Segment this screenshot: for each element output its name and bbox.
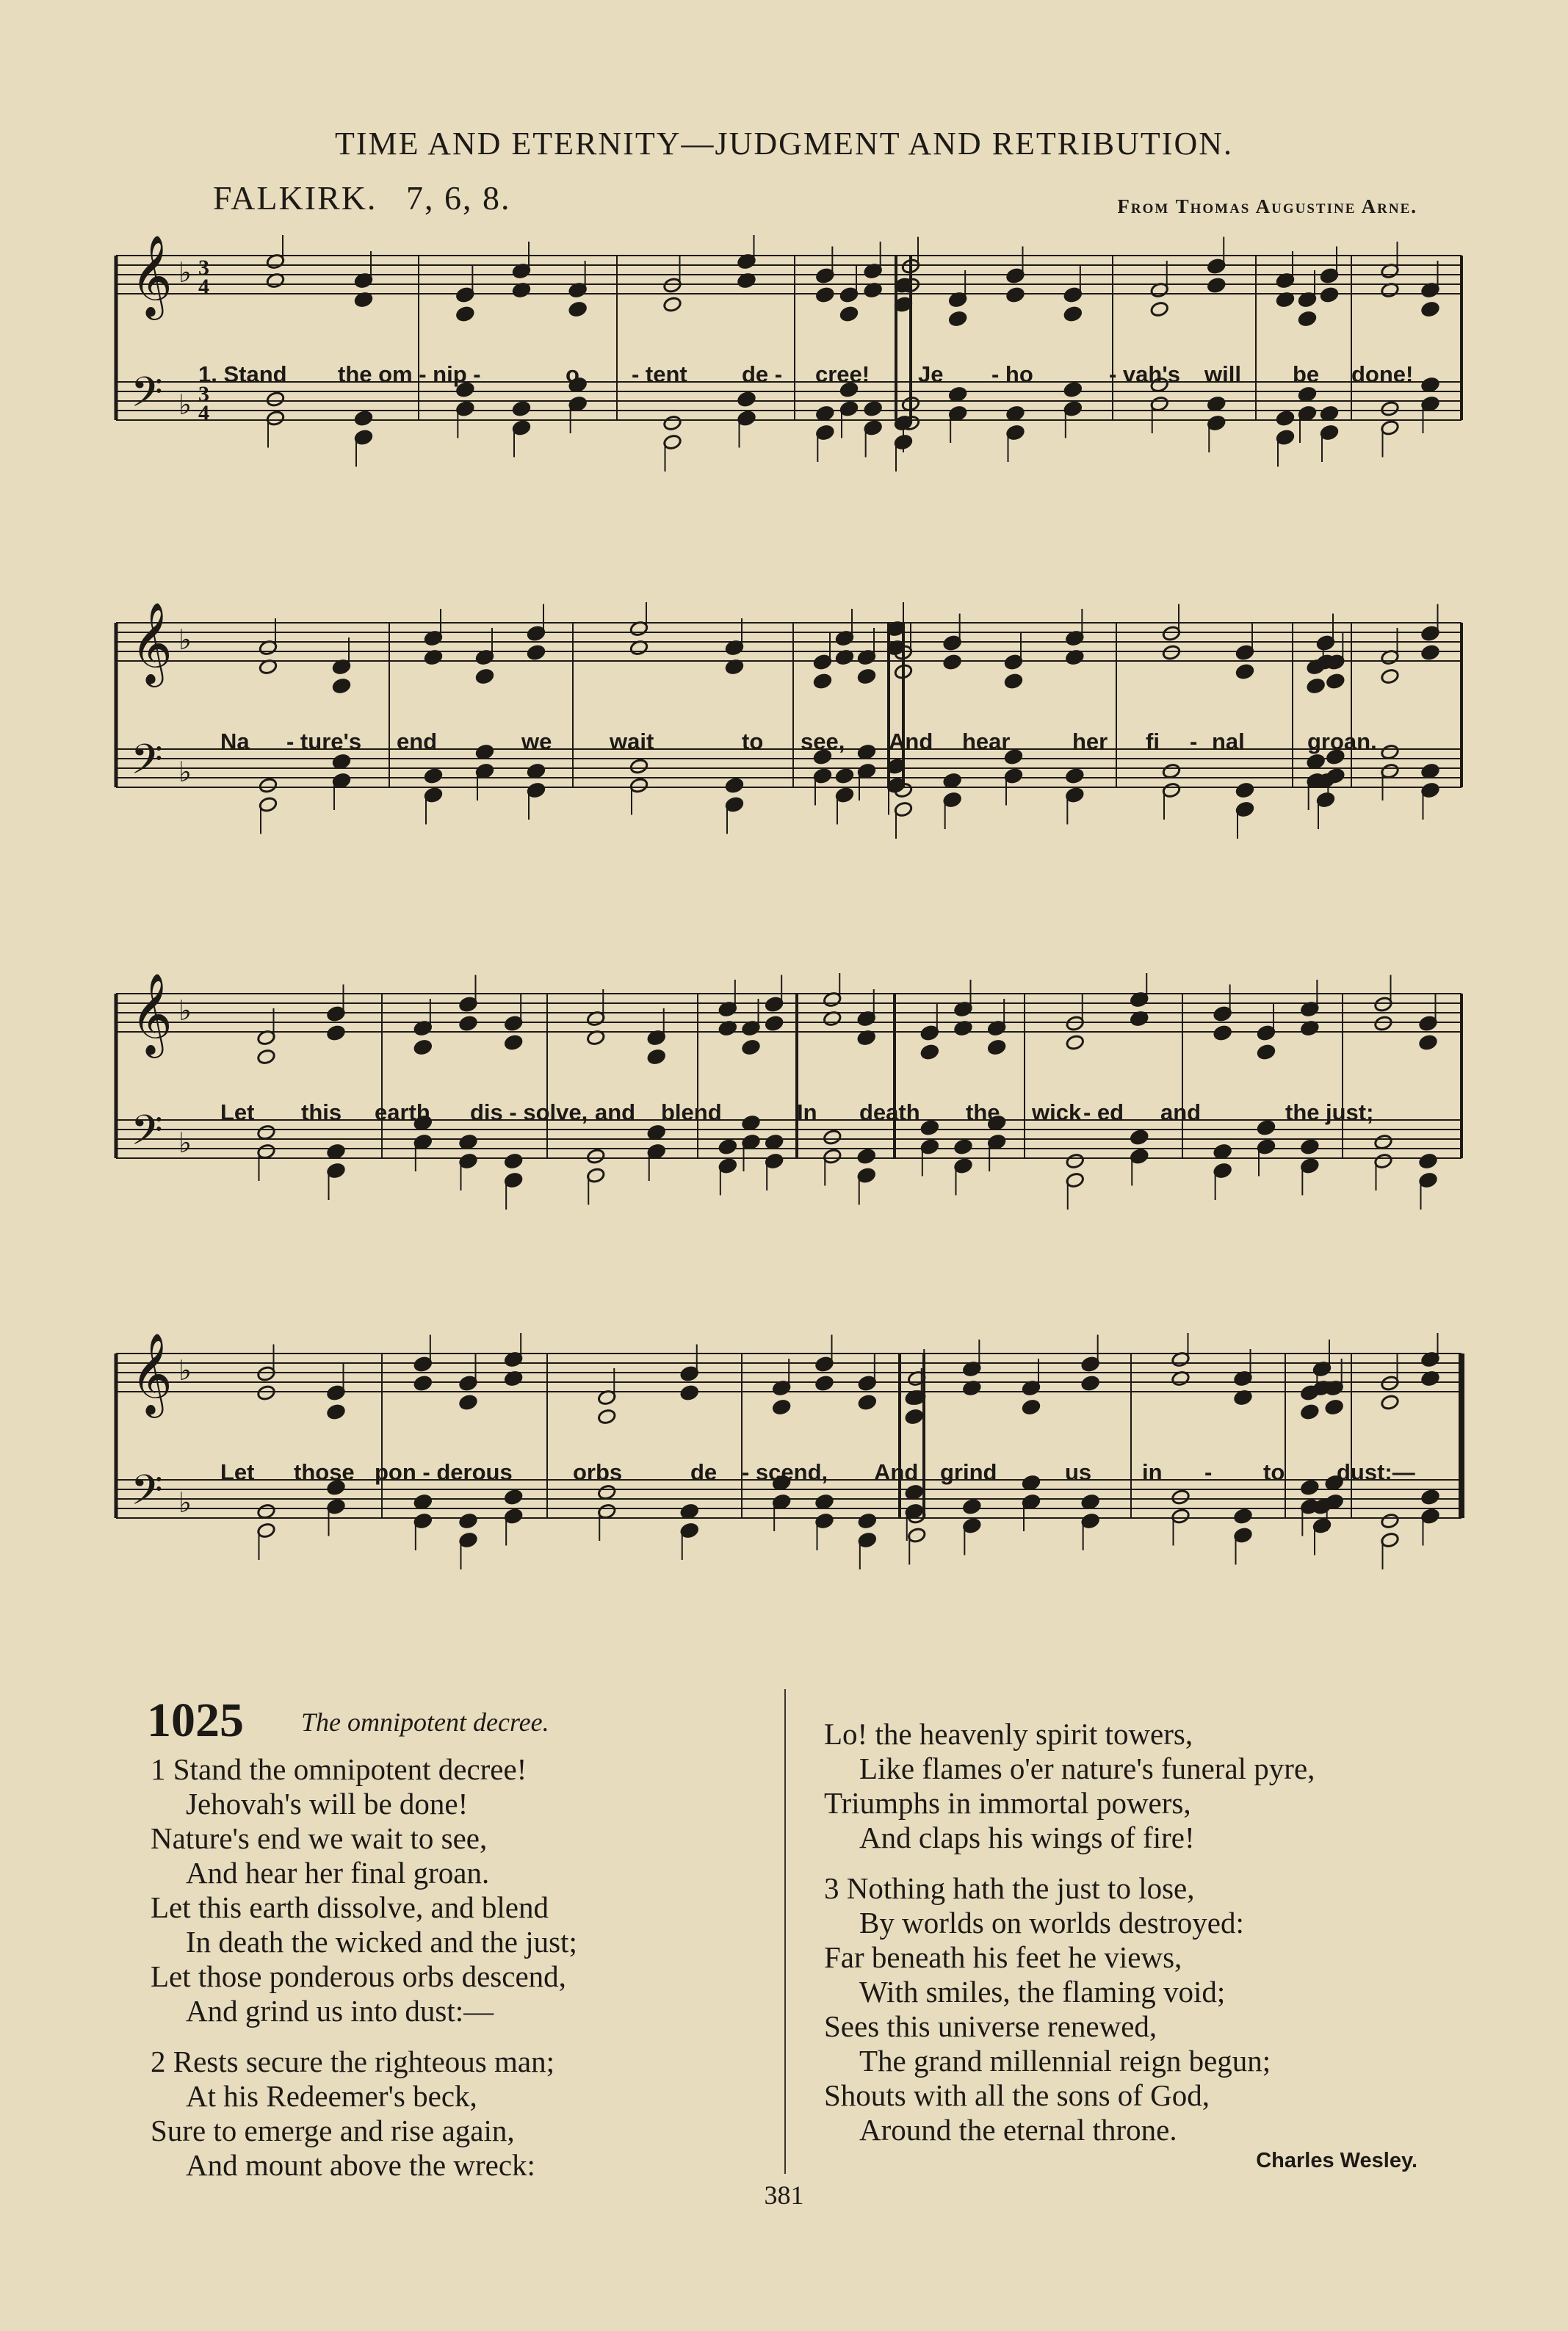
- lyric-syllable: 1. Stand: [198, 361, 287, 387]
- flat-sign: ♭: [178, 996, 192, 1027]
- treble-note: [1235, 663, 1254, 680]
- treble-note: [814, 1375, 834, 1392]
- treble-note: [256, 1384, 275, 1401]
- treble-note: [504, 1034, 523, 1051]
- time-signature-denominator: 4: [198, 401, 209, 425]
- lyric-syllable: cree!: [815, 361, 870, 387]
- lyric-syllable: -: [1190, 729, 1198, 754]
- treble-note: [1380, 1394, 1399, 1411]
- tune-line: [213, 178, 530, 217]
- treble-note: [1066, 1034, 1085, 1051]
- lyric-syllable: her: [1072, 729, 1108, 754]
- treble-clef: 𝄞: [131, 1333, 173, 1414]
- bass-note: [1380, 400, 1399, 417]
- verse-2: [151, 2045, 577, 2183]
- lyric-syllable: end: [397, 729, 438, 754]
- verse-line: Let this earth dissolve, and blend: [151, 1890, 549, 1924]
- lyric-syllable: Let: [220, 1099, 255, 1125]
- bass-clef: 𝄢: [131, 1107, 163, 1165]
- verse-2-continued: [824, 1717, 1315, 1855]
- bass-note: [815, 405, 834, 422]
- verse-line: Around the eternal throne.: [859, 2113, 1177, 2147]
- lyric-syllable: - tent: [632, 361, 687, 387]
- verse-line: 3 Nothing hath the just to lose,: [824, 1871, 1195, 1905]
- lyric-syllable: de: [690, 1459, 718, 1485]
- treble-note: [987, 1039, 1006, 1056]
- treble-note: [326, 1403, 345, 1420]
- treble-note: [920, 1044, 939, 1060]
- lyric-syllable: the: [1285, 1099, 1320, 1125]
- verse-line: 2 Rests secure the righteous man;: [151, 2045, 554, 2078]
- section-heading: TIME AND ETERNITY—JUDGMENT AND RETRIBUTION.: [335, 126, 1233, 162]
- treble-note: [1298, 311, 1317, 328]
- lyric-row: [110, 729, 1469, 761]
- bass-note: [1235, 782, 1254, 799]
- verse-line: 1 Stand the omnipotent decree!: [151, 1752, 527, 1786]
- flat-sign: ♭: [178, 258, 192, 289]
- lyric-syllable: o: [566, 361, 579, 387]
- treble-note: [647, 1049, 666, 1066]
- treble-note: [413, 1039, 433, 1056]
- treble-note: [458, 1015, 477, 1032]
- lyric-syllable: death: [859, 1099, 920, 1125]
- treble-note: [1307, 678, 1326, 695]
- treble-note: [1326, 673, 1345, 690]
- verse-column-left: [151, 1752, 577, 2183]
- lyric-syllable: Je: [918, 361, 944, 387]
- lyric-syllable: fi: [1146, 729, 1160, 754]
- lyric-syllable: see,: [801, 729, 845, 754]
- score-system-4: [110, 1333, 1469, 1641]
- lyric-syllable: those: [294, 1459, 355, 1485]
- time-signature-numerator: 3: [198, 256, 209, 280]
- bass-note: [1233, 1508, 1252, 1525]
- treble-note: [475, 668, 494, 685]
- verse-line: Nature's end we wait to see,: [151, 1821, 488, 1855]
- bass-note: [504, 1153, 523, 1170]
- lyric-syllable: will: [1204, 361, 1241, 387]
- score-system-2: [110, 602, 1469, 911]
- verse-line: And grind us into dust:—: [186, 1994, 494, 2028]
- verse-line: Far beneath his feet he views,: [824, 1940, 1182, 1974]
- verse-line: Shouts with all the sons of God,: [824, 2078, 1210, 2112]
- treble-note: [527, 644, 546, 661]
- treble-note: [815, 286, 834, 303]
- lyric-syllable: In: [797, 1099, 817, 1125]
- lyric-syllable: de -: [742, 361, 783, 387]
- verse-line: Sees this universe renewed,: [824, 2009, 1157, 2043]
- lyric-syllable: - ho: [991, 361, 1033, 387]
- lyric-syllable: wick: [1032, 1099, 1082, 1125]
- bass-note: [1207, 396, 1226, 413]
- verse-1: [151, 1752, 577, 2028]
- flat-sign: ♭: [178, 1128, 192, 1159]
- column-divider: [784, 1689, 786, 2174]
- treble-note: [332, 678, 351, 695]
- treble-note: [1081, 1375, 1100, 1392]
- bass-note: [857, 1148, 876, 1165]
- lyric-syllable: we: [521, 729, 552, 754]
- bass-note: [458, 1513, 477, 1530]
- flat-sign: ♭: [178, 1356, 192, 1387]
- bass-note: [943, 773, 962, 789]
- hymn-number: 1025: [147, 1694, 244, 1747]
- bass-note: [680, 1503, 699, 1520]
- score-system-3: [110, 973, 1469, 1282]
- score-system-1: [110, 235, 1469, 543]
- lyric-syllable: And: [889, 729, 933, 754]
- tune-name: FALKIRK.: [213, 179, 377, 217]
- lyric-syllable: orbs: [573, 1459, 623, 1485]
- bass-note: [864, 400, 883, 417]
- bass-note: [1418, 1153, 1437, 1170]
- treble-note: [1004, 673, 1023, 690]
- lyric-syllable: and: [1160, 1099, 1202, 1125]
- treble-clef: 𝄞: [131, 602, 173, 684]
- treble-note: [1300, 1403, 1319, 1420]
- verse-line: Triumphs in immortal powers,: [824, 1786, 1191, 1820]
- lyric-syllable: hear: [962, 729, 1011, 754]
- treble-note: [813, 673, 832, 690]
- lyric-syllable: us: [1065, 1459, 1092, 1485]
- flat-sign: ♭: [178, 757, 192, 788]
- bass-note: [1005, 405, 1025, 422]
- treble-note: [1022, 1399, 1041, 1416]
- verse-line: And mount above the wreck:: [186, 2148, 535, 2182]
- treble-note: [1418, 1034, 1437, 1051]
- bass-note: [458, 1134, 477, 1151]
- page-number: 381: [764, 2180, 804, 2210]
- treble-note: [741, 1039, 760, 1056]
- lyric-syllable: pon - derous: [375, 1459, 513, 1485]
- bass-note: [962, 1498, 981, 1515]
- bass-note: [354, 410, 373, 427]
- treble-note: [413, 1375, 433, 1392]
- bass-note: [858, 1513, 877, 1530]
- bass-note: [953, 1138, 972, 1155]
- treble-note: [858, 1394, 877, 1411]
- lyric-syllable: - vah's: [1109, 361, 1180, 387]
- treble-note: [1420, 301, 1439, 318]
- time-signature-denominator: 4: [198, 275, 209, 299]
- bass-note: [725, 777, 744, 794]
- treble-note: [1063, 306, 1083, 322]
- treble-note: [568, 301, 588, 318]
- lyric-syllable: the om - nip -: [338, 361, 481, 387]
- lyric-syllable: wait: [610, 729, 654, 754]
- treble-note: [662, 296, 682, 313]
- treble-note: [839, 306, 859, 322]
- author-credit: Charles Wesley.: [1256, 2149, 1417, 2172]
- flat-sign: ♭: [178, 390, 192, 421]
- lyric-syllable: be: [1293, 361, 1320, 387]
- treble-note: [772, 1399, 791, 1416]
- bass-note: [765, 1134, 784, 1151]
- lyric-syllable: Let: [220, 1459, 255, 1485]
- treble-clef: 𝄞: [131, 235, 173, 317]
- bass-note: [1213, 1143, 1232, 1160]
- bass-clef: 𝄢: [131, 1467, 163, 1525]
- treble-note: [1380, 668, 1399, 685]
- bass-note: [662, 415, 682, 432]
- lyric-syllable: blend: [661, 1099, 722, 1125]
- verse-line: Let those ponderous orbs descend,: [151, 1959, 566, 1993]
- bass-note: [1081, 1494, 1100, 1511]
- bass-note: [259, 777, 278, 794]
- verse-column-right: [824, 1717, 1315, 2147]
- bass-note: [326, 1143, 345, 1160]
- treble-note: [256, 1049, 275, 1066]
- verse-line: Sure to emerge and rise again,: [151, 2114, 515, 2147]
- lyric-row: [110, 1099, 1469, 1132]
- verse-line: With smiles, the flaming void;: [859, 1975, 1226, 2009]
- bass-clef: 𝄢: [131, 736, 163, 794]
- treble-note: [765, 1015, 784, 1032]
- bass-note: [1300, 1138, 1319, 1155]
- bass-note: [586, 1148, 605, 1165]
- treble-note: [1213, 1024, 1232, 1041]
- treble-note: [455, 306, 474, 322]
- verse-line: The grand millennial reign begun;: [859, 2044, 1271, 2078]
- bass-note: [1373, 1134, 1392, 1151]
- lyric-syllable: Na: [220, 729, 250, 754]
- treble-note: [1162, 644, 1181, 661]
- lyric-syllable: earth: [375, 1099, 430, 1125]
- bass-note: [1320, 405, 1339, 422]
- verse-line: Like flames o'er nature's funeral pyre,: [859, 1752, 1315, 1785]
- lyric-syllable: and: [595, 1099, 636, 1125]
- flat-sign: ♭: [178, 1488, 192, 1519]
- bass-note: [718, 1138, 737, 1155]
- time-signature-numerator: 3: [198, 382, 209, 406]
- lyric-syllable: nal: [1212, 729, 1245, 754]
- bass-note: [256, 1503, 275, 1520]
- bass-note: [413, 1494, 433, 1511]
- bass-note: [527, 763, 546, 780]
- lyric-row: [110, 361, 1469, 394]
- verse-3: [824, 1871, 1315, 2147]
- treble-clef: 𝄞: [131, 973, 173, 1055]
- treble-note: [1420, 644, 1439, 661]
- treble-note: [597, 1409, 616, 1425]
- bass-note: [1066, 1153, 1085, 1170]
- composer-attribution: From Thomas Augustine Arne.: [1117, 195, 1417, 217]
- flat-sign: ♭: [178, 625, 192, 656]
- treble-note: [905, 1409, 924, 1425]
- treble-note: [943, 654, 962, 671]
- bass-note: [512, 400, 531, 417]
- lyric-syllable: And: [874, 1459, 919, 1485]
- lyric-syllable: this: [301, 1099, 342, 1125]
- lyric-syllable: just;: [1326, 1099, 1374, 1125]
- treble-note: [1325, 1399, 1344, 1416]
- verse-line: Jehovah's will be done!: [186, 1787, 469, 1821]
- treble-note: [1005, 286, 1025, 303]
- treble-note: [326, 1024, 345, 1041]
- lyric-syllable: in: [1142, 1459, 1163, 1485]
- verse-line: In death the wicked and the just;: [186, 1925, 577, 1959]
- treble-note: [857, 668, 876, 685]
- lyric-row: [110, 1459, 1469, 1492]
- lyric-syllable: - ed: [1083, 1099, 1124, 1125]
- treble-note: [458, 1394, 477, 1411]
- treble-note: [948, 311, 967, 328]
- lyric-syllable: the: [966, 1099, 1000, 1125]
- verse-line: And hear her final groan.: [186, 1856, 490, 1890]
- lyric-syllable: - scend,: [742, 1459, 828, 1485]
- lyric-syllable: - ture's: [286, 729, 362, 754]
- verse-line: By worlds on worlds destroyed:: [859, 1906, 1244, 1940]
- bass-note: [1380, 1513, 1399, 1530]
- bass-note: [1276, 410, 1295, 427]
- verse-line: At his Redeemer's beck,: [186, 2079, 477, 2113]
- treble-note: [1320, 286, 1339, 303]
- hymn-subtitle: The omnipotent decree.: [301, 1707, 549, 1737]
- lyric-syllable: done!: [1351, 361, 1414, 387]
- verse-line: And claps his wings of fire!: [859, 1821, 1195, 1854]
- bass-note: [1420, 763, 1439, 780]
- lyric-syllable: dust:—: [1337, 1459, 1415, 1485]
- lyric-syllable: to: [1263, 1459, 1285, 1485]
- treble-note: [1207, 277, 1226, 294]
- lyric-syllable: -: [1204, 1459, 1213, 1485]
- bass-note: [814, 1494, 834, 1511]
- meter: 7, 6, 8.: [405, 179, 511, 217]
- treble-note: [680, 1384, 699, 1401]
- lyric-syllable: to: [742, 729, 764, 754]
- bass-note: [424, 767, 443, 784]
- treble-note: [1257, 1044, 1276, 1060]
- lyric-syllable: groan.: [1307, 729, 1377, 754]
- treble-note: [1373, 1015, 1392, 1032]
- treble-note: [1150, 301, 1169, 318]
- lyric-syllable: grind: [940, 1459, 997, 1485]
- verse-line: Lo! the heavenly spirit towers,: [824, 1717, 1193, 1751]
- bass-clef: 𝄢: [131, 369, 163, 427]
- lyric-syllable: dis - solve,: [470, 1099, 588, 1125]
- bass-note: [1162, 763, 1181, 780]
- bass-note: [1065, 767, 1084, 784]
- bass-note: [835, 767, 854, 784]
